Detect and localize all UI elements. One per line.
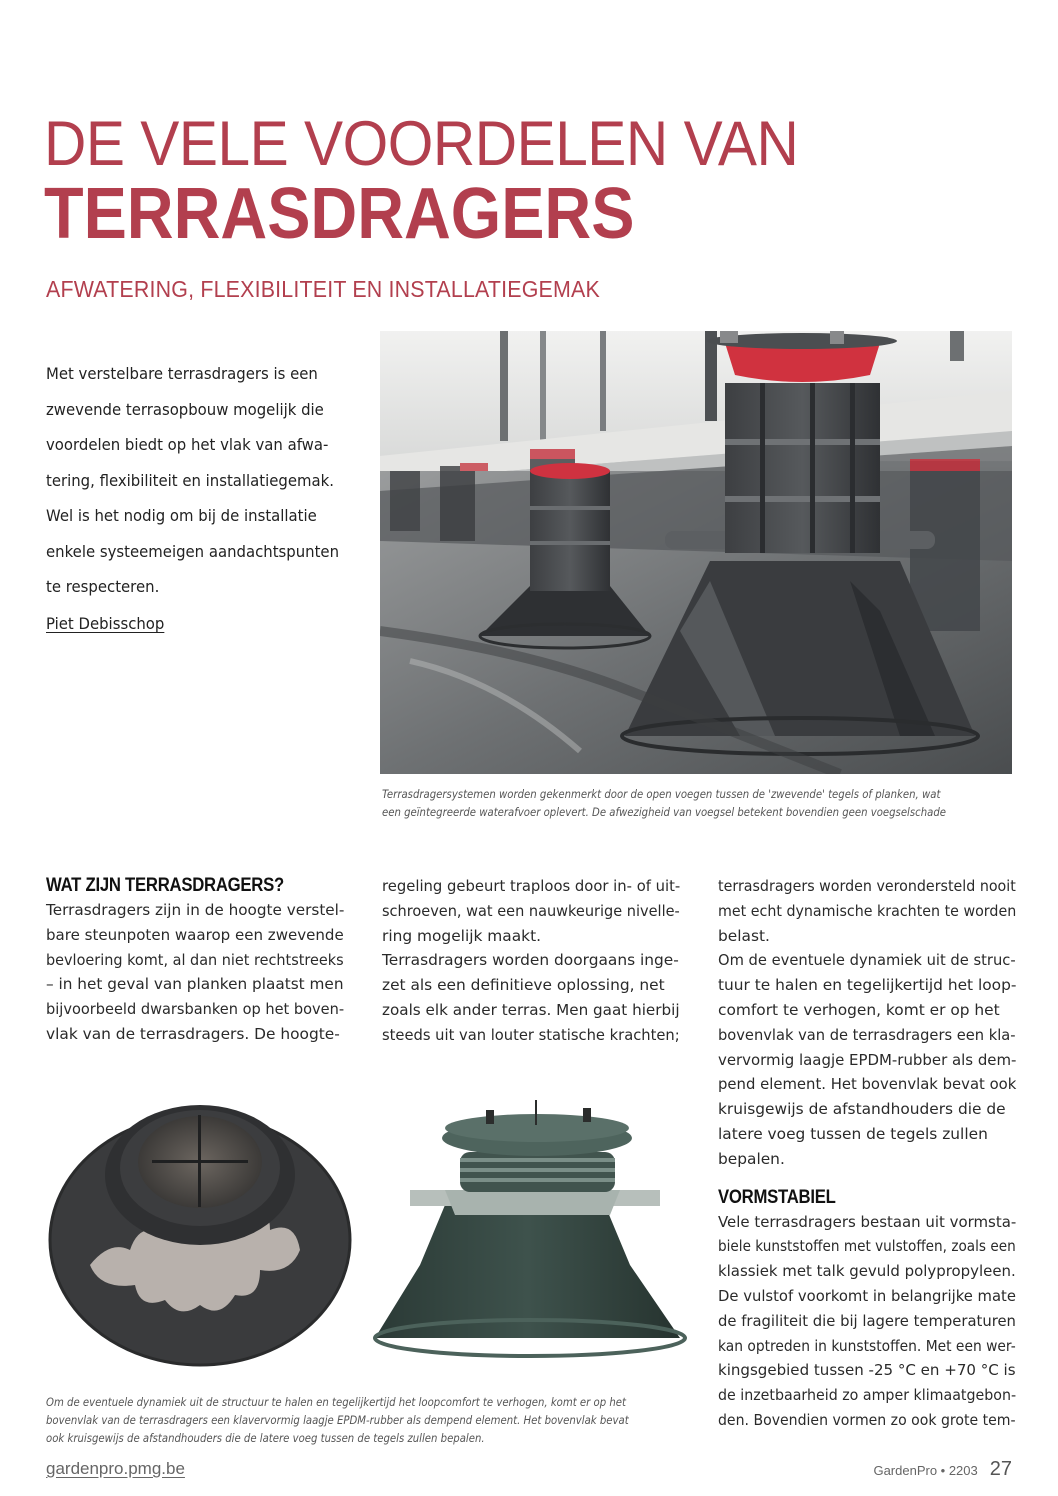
caption-line: bovenvlak van de terrasdragers een klavervormig laagje EPDM-rubber als dempend element. Het bovenvlak bevat bbox=[46, 1413, 629, 1427]
intro-paragraph bbox=[46, 356, 366, 605]
hero-photo-caption bbox=[382, 785, 1022, 821]
body-text-line: Terrasdragers zijn in de hoogte verstel- bbox=[46, 901, 345, 919]
article-column-3 bbox=[718, 874, 1016, 1433]
body-text-line: zet als een definitieve oplossing, net bbox=[382, 976, 665, 995]
body-text-line: regeling gebeurt traploos door in- of uit- bbox=[382, 877, 681, 895]
body-text-line: vlak van de terrasdragers. De hoogte- bbox=[46, 1024, 340, 1043]
article-subtitle: AFWATERING, FLEXIBILITEIT EN INSTALLATIEGEMAK bbox=[46, 276, 600, 302]
body-text-line: kan optreden in kunststoffen. Met een wer- bbox=[718, 1336, 1016, 1355]
footer-page-info bbox=[873, 1458, 1012, 1481]
intro-line: Wel is het nodig om bij de installatie bbox=[46, 506, 317, 525]
body-text-line: Vele terrasdragers bestaan uit vormsta- bbox=[718, 1212, 1017, 1231]
body-text-line: – in het geval van planken plaatst men bbox=[46, 975, 344, 994]
body-text-line: bare steunpoten waarop een zwevende bbox=[46, 925, 344, 944]
body-text-line: bevloering komt, al dan niet rechtstreeks bbox=[46, 950, 344, 969]
body-text-line: bepalen. bbox=[718, 1149, 785, 1168]
intro-line: tering, flexibiliteit en installatiegemak. bbox=[46, 470, 334, 490]
product-photo-pedestals bbox=[40, 1090, 700, 1390]
intro-line: te respecteren. bbox=[46, 577, 160, 596]
body-text-line: bovenvlak van de terrasdragers een kla- bbox=[718, 1025, 1016, 1044]
product-pedestals-illustration bbox=[40, 1090, 700, 1390]
caption-line: Terrasdragersystemen worden gekenmerkt door de open voegen tussen de 'zwevende' tegels of planken, wat bbox=[382, 787, 941, 801]
body-text-line: De vulstof voorkomt in belangrijke mate bbox=[718, 1286, 1016, 1305]
body-text-line: biele kunststoffen met vulstoffen, zoals een bbox=[718, 1237, 1016, 1256]
page-number: 27 bbox=[989, 1458, 1012, 1480]
body-text-line: ring mogelijk maakt. bbox=[382, 926, 541, 945]
article-title-line-2: TERRASDRAGERS bbox=[44, 174, 635, 254]
intro-line: Met verstelbare terrasdragers is een bbox=[46, 364, 318, 383]
intro-line: enkele systeemeigen aandachtspunten bbox=[46, 541, 340, 561]
product-photo-caption bbox=[46, 1393, 696, 1447]
body-text-line: klassiek met talk gevuld polypropyleen. bbox=[718, 1262, 1016, 1281]
caption-line: ook kruisgewijs de afstandhouders die de latere voeg tussen de tegels zullen bepalen. bbox=[46, 1431, 485, 1445]
body-text-line: Terrasdragers worden doorgaans inge- bbox=[382, 951, 679, 970]
section-heading-vormstabiel: VORMSTABIEL bbox=[718, 1186, 836, 1208]
article-title-line-1: DE VELE VOORDELEN VAN bbox=[44, 109, 799, 179]
author-byline[interactable]: Piet Debisschop bbox=[46, 614, 165, 633]
section-heading-wat-zijn-terrasdragers: WAT ZIJN TERRASDRAGERS? bbox=[46, 875, 284, 896]
intro-line: zwevende terrasopbouw mogelijk die bbox=[46, 399, 324, 419]
body-text-line: comfort te verhogen, komt er op het bbox=[718, 1000, 1000, 1019]
column-2-body bbox=[382, 874, 680, 1048]
footer-website-link[interactable]: gardenpro.pmg.be bbox=[46, 1459, 185, 1478]
column-3-body-vormstabiel bbox=[718, 1210, 1016, 1433]
body-text-line: de inzetbaarheid zo amper klimaatgebon- bbox=[718, 1386, 1017, 1405]
caption-line: Om de eventuele dynamiek uit de structuur te halen en tegelijkertijd het loopcomfort te verhogen, komt er op het bbox=[46, 1395, 626, 1409]
body-text-line: den. Bovendien vormen zo ook grote tem- bbox=[718, 1410, 1016, 1429]
column-1-body bbox=[46, 898, 344, 1047]
body-text-line: Om de eventuele dynamiek uit de struc- bbox=[718, 951, 1016, 970]
body-text-line: kruisgewijs de afstandhouders die de bbox=[718, 1100, 1006, 1119]
body-text-line: tuur te halen en tegelijkertijd het loop- bbox=[718, 976, 1017, 995]
body-text-line: steeds uit van louter statische krachten; bbox=[382, 1025, 680, 1044]
body-text-line: met echt dynamische krachten te worden bbox=[718, 901, 1017, 920]
hero-photo-pedestals-under-deck bbox=[380, 331, 1012, 774]
column-3-body bbox=[718, 874, 1016, 1172]
body-text-line: belast. bbox=[718, 926, 770, 945]
article-column-1 bbox=[46, 874, 344, 1047]
intro-line: voordelen biedt op het vlak van afwa- bbox=[46, 435, 329, 454]
body-text-line: de fragiliteit die bij lagere temperaturen bbox=[718, 1311, 1016, 1330]
body-text-line: bijvoorbeeld dwarsbanken op het boven- bbox=[46, 1000, 345, 1019]
body-text-line: kingsgebied tussen -25 °C en +70 °C is bbox=[718, 1361, 1016, 1380]
body-text-line: terrasdragers worden verondersteld nooit bbox=[718, 877, 1016, 895]
body-text-line: schroeven, wat een nauwkeurige nivelle- bbox=[382, 901, 680, 920]
body-text-line: vervormig laagje EPDM-rubber als dem- bbox=[718, 1050, 1017, 1069]
caption-line: een geïntegreerde waterafvoer oplevert. De afwezigheid van voegsel betekent bovendien geen voegselschade bbox=[382, 805, 946, 819]
pedestal-photo-illustration bbox=[380, 331, 1012, 774]
article-column-2 bbox=[382, 874, 680, 1048]
body-text-line: latere voeg tussen de tegels zullen bbox=[718, 1124, 988, 1143]
footer-magazine-issue: GardenPro • 2203 bbox=[873, 1463, 978, 1478]
body-text-line: zoals elk ander terras. Men gaat hierbij bbox=[382, 1000, 680, 1019]
body-text-line: pend element. Het bovenvlak bevat ook bbox=[718, 1075, 1017, 1094]
